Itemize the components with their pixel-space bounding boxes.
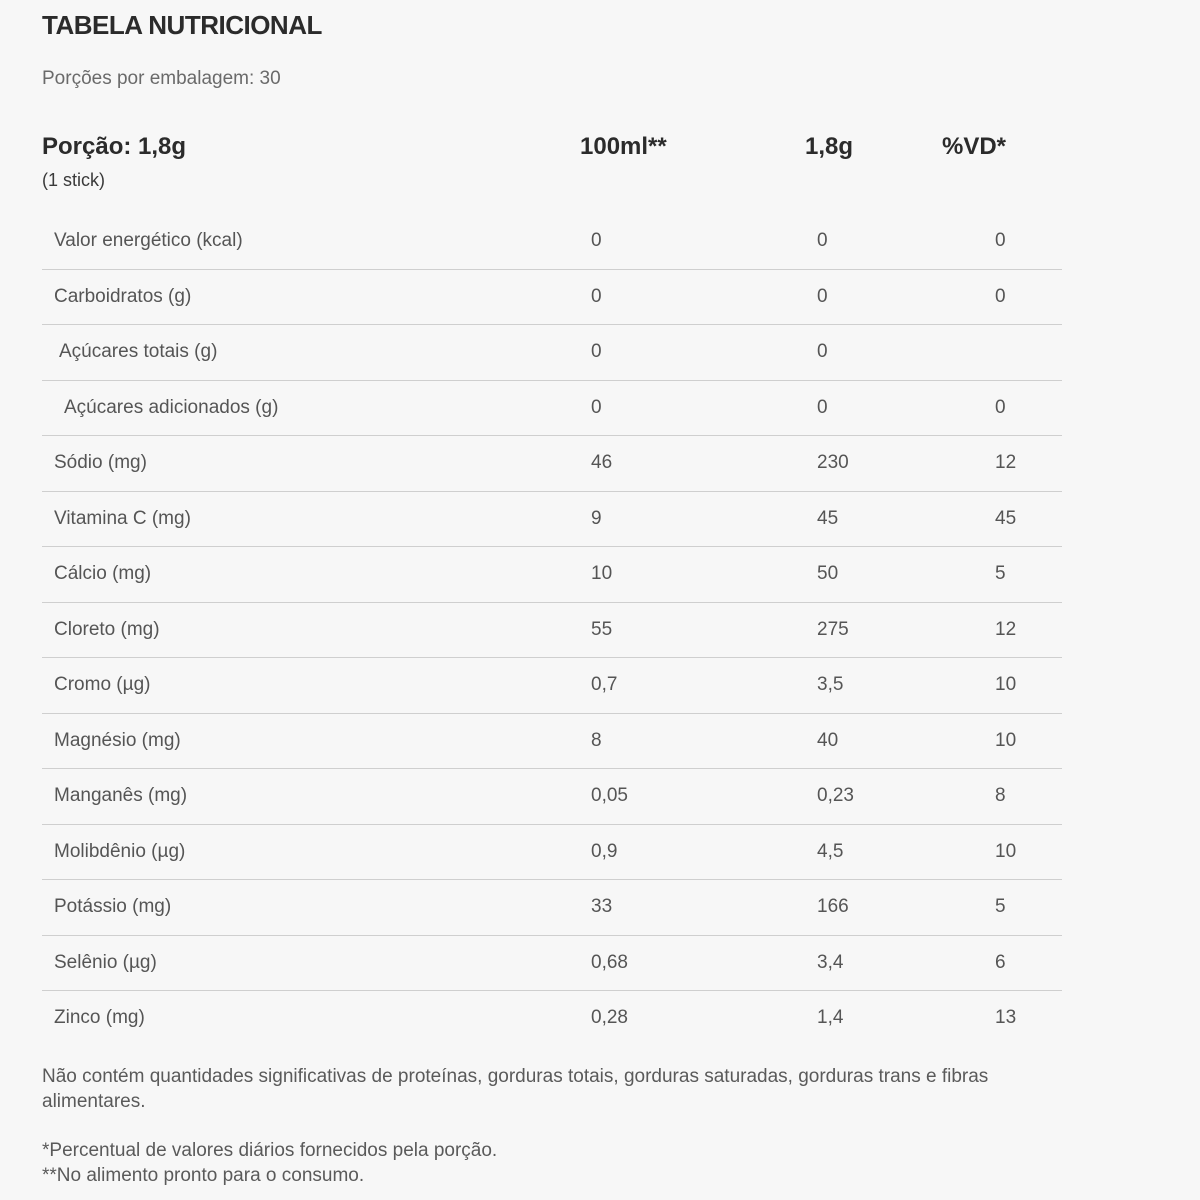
- table-row: [42, 714, 1062, 770]
- column-header-100ml: 100ml**: [580, 133, 667, 160]
- value-portion: 0: [817, 341, 828, 363]
- value-portion: 1,4: [817, 1007, 844, 1029]
- value-100ml: 10: [591, 563, 613, 585]
- column-header-portion: 1,8g: [805, 133, 854, 160]
- value-vd: 5: [995, 563, 1006, 585]
- value-vd: 10: [995, 840, 1017, 862]
- value-100ml: 0,68: [591, 951, 628, 973]
- value-portion: 275: [817, 618, 849, 640]
- value-vd: 8: [995, 785, 1006, 807]
- value-vd: 13: [995, 1007, 1017, 1029]
- value-vd: 10: [995, 674, 1017, 696]
- portion-header: Porção: 1,8g: [42, 133, 187, 160]
- value-100ml: 0: [591, 341, 602, 363]
- table-row: [42, 325, 1062, 381]
- value-portion: 3,4: [817, 951, 844, 973]
- nutrient-name: Vitamina C (mg): [54, 507, 191, 529]
- value-vd: 6: [995, 951, 1006, 973]
- value-vd: 0: [995, 230, 1006, 252]
- value-portion: 0: [817, 285, 828, 307]
- nutrient-name: Molibdênio (µg): [54, 840, 186, 862]
- table-row: [42, 547, 1062, 603]
- footnote-vd: *Percentual de valores diários fornecidos pela porção.: [42, 1140, 498, 1161]
- value-100ml: 0: [591, 230, 602, 252]
- nutrient-name: Manganês (mg): [54, 785, 188, 807]
- value-portion: 166: [817, 896, 849, 918]
- value-portion: 40: [817, 729, 839, 751]
- table-row: [42, 936, 1062, 992]
- table-row: [42, 492, 1062, 548]
- nutrient-name: Açúcares totais (g): [59, 341, 218, 363]
- value-100ml: 46: [591, 452, 613, 474]
- table-row: [42, 769, 1062, 825]
- nutrient-name: Zinco (mg): [54, 1007, 145, 1029]
- value-100ml: 9: [591, 507, 602, 529]
- nutrient-name: Magnésio (mg): [54, 729, 181, 751]
- value-vd: 0: [995, 396, 1006, 418]
- nutrient-name: Selênio (µg): [54, 951, 157, 973]
- footnote-ready: **No alimento pronto para o consumo.: [42, 1165, 365, 1186]
- value-vd: 5: [995, 896, 1006, 918]
- table-row: [42, 658, 1062, 714]
- value-100ml: 0: [591, 396, 602, 418]
- value-portion: 0: [817, 396, 828, 418]
- nutrient-name: Cloreto (mg): [54, 618, 160, 640]
- value-100ml: 0,9: [591, 840, 618, 862]
- page-title: TABELA NUTRICIONAL: [42, 10, 322, 40]
- servings-per-package: Porções por embalagem: 30: [42, 68, 281, 89]
- value-portion: 50: [817, 563, 839, 585]
- table-row: [42, 214, 1062, 270]
- nutrition-table: [42, 214, 1062, 1046]
- value-portion: 45: [817, 507, 839, 529]
- value-portion: 230: [817, 452, 849, 474]
- value-vd: 0: [995, 285, 1006, 307]
- nutrient-name: Açúcares adicionados (g): [64, 396, 279, 418]
- column-header-vd: %VD*: [942, 133, 1007, 160]
- value-100ml: 0: [591, 285, 602, 307]
- value-100ml: 0,7: [591, 674, 618, 696]
- portion-subheader: (1 stick): [42, 170, 105, 190]
- nutrient-name: Cálcio (mg): [54, 563, 152, 585]
- value-vd: 12: [995, 618, 1017, 640]
- table-row: [42, 381, 1062, 437]
- table-row: [42, 825, 1062, 881]
- value-vd: 10: [995, 729, 1017, 751]
- value-portion: 0,23: [817, 785, 854, 807]
- nutrient-name: Potássio (mg): [54, 896, 172, 918]
- table-row: [42, 436, 1062, 492]
- value-100ml: 8: [591, 729, 602, 751]
- value-portion: 0: [817, 230, 828, 252]
- value-100ml: 33: [591, 896, 613, 918]
- value-portion: 4,5: [817, 840, 844, 862]
- nutrient-name: Cromo (µg): [54, 674, 151, 696]
- value-100ml: 0,05: [591, 785, 628, 807]
- value-vd: 12: [995, 452, 1017, 474]
- nutrient-name: Sódio (mg): [54, 452, 147, 474]
- nutrient-name: Carboidratos (g): [54, 285, 192, 307]
- table-row: [42, 603, 1062, 659]
- table-row: [42, 270, 1062, 326]
- table-row: [42, 880, 1062, 936]
- table-row: [42, 991, 1062, 1046]
- nutrition-note: Não contém quantidades significativas de proteínas, gorduras totais, gorduras saturadas, gorduras trans e fibras alimentares.: [42, 1066, 989, 1112]
- value-portion: 3,5: [817, 674, 844, 696]
- nutrient-name: Valor energético (kcal): [54, 230, 243, 252]
- value-vd: 45: [995, 507, 1017, 529]
- value-100ml: 0,28: [591, 1007, 628, 1029]
- value-100ml: 55: [591, 618, 613, 640]
